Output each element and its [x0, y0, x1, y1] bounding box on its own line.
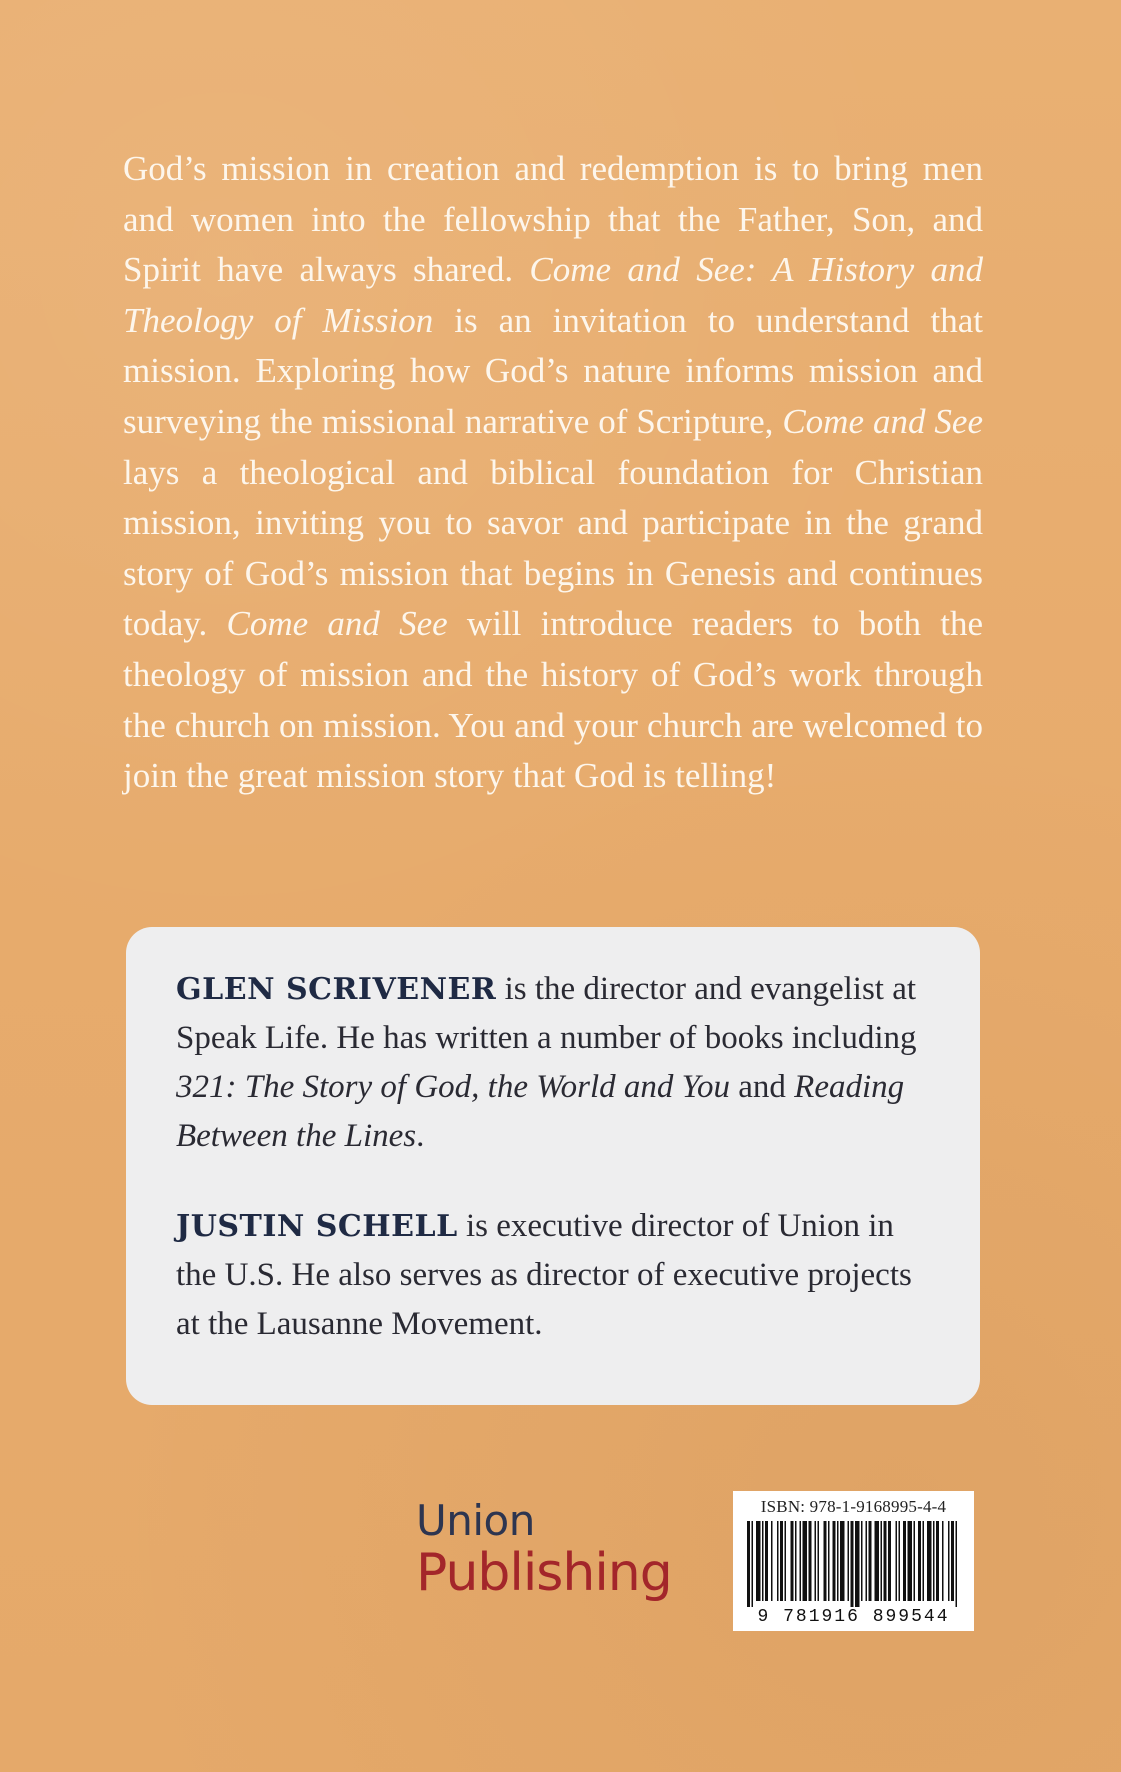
book-reference: 321: The Story of God, the World and You	[176, 1069, 731, 1105]
barcode-bar	[881, 1521, 883, 1601]
barcode-bar	[903, 1521, 906, 1601]
barcode-bar	[936, 1521, 939, 1601]
barcode-bar	[875, 1521, 880, 1601]
barcode-bar	[914, 1521, 916, 1601]
barcode-bar	[951, 1521, 954, 1601]
isbn-label: ISBN: 978-1-9168995-4-4	[760, 1497, 947, 1516]
description-text-1: God’s mission in creation and redemption is to bring men and women into the fellowship that the Father, Son, and Spirit have always shared.	[123, 149, 983, 290]
book-title-full: Come and See: A History and Theology of Mission	[123, 250, 983, 340]
barcode-bar	[795, 1521, 797, 1601]
barcode-bar	[933, 1521, 935, 1601]
barcode-bar	[837, 1521, 839, 1601]
barcode-bar	[771, 1521, 773, 1601]
barcode-bar	[927, 1521, 932, 1601]
author-bio-text: is executive director of Union in the U.S. He also serves as director of executive projects at the Lausanne Movement.	[176, 1208, 912, 1342]
barcode-bar	[855, 1521, 860, 1607]
barcode-bar	[888, 1521, 891, 1601]
barcode-bar	[923, 1521, 925, 1601]
author-name: JUSTIN SCHELL	[176, 1209, 458, 1244]
publisher-logo	[416, 1498, 696, 1602]
barcode-bar	[918, 1521, 921, 1601]
author-name: GLEN SCRIVENER	[176, 972, 497, 1007]
barcode-bar	[866, 1521, 868, 1601]
barcode-bar	[747, 1521, 750, 1607]
author-bio-glen	[176, 965, 926, 1161]
barcode-bar	[851, 1521, 854, 1607]
author-bio-text: is the director and evangelist at Speak Life. He has written a number of books including	[176, 971, 917, 1056]
barcode-bar	[780, 1521, 783, 1601]
barcode-bar	[818, 1521, 820, 1601]
barcode-bar	[752, 1521, 754, 1607]
barcode-bar	[948, 1521, 950, 1601]
publisher-name-line1: Union	[416, 1496, 535, 1545]
barcode-bar	[809, 1521, 812, 1601]
author-bio-text: .	[416, 1118, 425, 1154]
barcode-bar	[884, 1521, 887, 1601]
barcode-bars	[741, 1521, 966, 1607]
book-reference: Reading Between the Lines	[176, 1069, 905, 1154]
barcode-bar	[861, 1521, 863, 1601]
barcode-bar	[815, 1521, 817, 1601]
barcode-bar	[956, 1521, 958, 1607]
author-bio-box	[126, 927, 980, 1405]
barcode-bar	[833, 1521, 836, 1601]
description-text-4: will introduce readers to both the theology of mission and the history of God’s work through the church on mission. You and your church are welcomed to join the great mission story that God is telling!	[123, 604, 983, 796]
barcode-bar	[848, 1521, 850, 1601]
barcode-bar	[908, 1521, 913, 1601]
description-text-3: lays a theological and biblical foundation for Christian mission, inviting you to savor and participate in the grand story of God’s mission that begins in Genesis and continues today.	[123, 452, 983, 644]
barcode-bar	[803, 1521, 808, 1601]
description-text-2: is an invitation to understand that mission. Exploring how God’s nature informs mission and surveying the missional narrative of Scripture,	[123, 300, 984, 441]
barcode-bar	[762, 1521, 764, 1601]
barcode-digits: 9 781916 899544	[757, 1607, 950, 1627]
publisher-name-line2: Publishing	[416, 1543, 672, 1603]
barcode-bar	[840, 1521, 845, 1601]
isbn-barcode	[733, 1491, 974, 1631]
book-description	[123, 144, 983, 802]
author-bio-justin	[176, 1202, 926, 1349]
barcode-bar	[828, 1521, 830, 1601]
barcode-bar	[791, 1521, 794, 1601]
barcode-bar	[824, 1521, 827, 1601]
book-title-short: Come and See	[226, 604, 448, 644]
book-title-short: Come and See	[782, 401, 983, 441]
barcode-bar	[869, 1521, 872, 1601]
barcode-bar	[800, 1521, 802, 1601]
barcode-bar	[756, 1521, 761, 1601]
barcode-bar	[896, 1521, 898, 1601]
barcode-bar	[765, 1521, 768, 1601]
barcode-bar	[777, 1521, 779, 1601]
barcode-bar	[785, 1521, 787, 1601]
barcode-bar	[899, 1521, 901, 1601]
barcode-bar	[942, 1521, 944, 1601]
author-bio-text: and	[730, 1069, 795, 1105]
